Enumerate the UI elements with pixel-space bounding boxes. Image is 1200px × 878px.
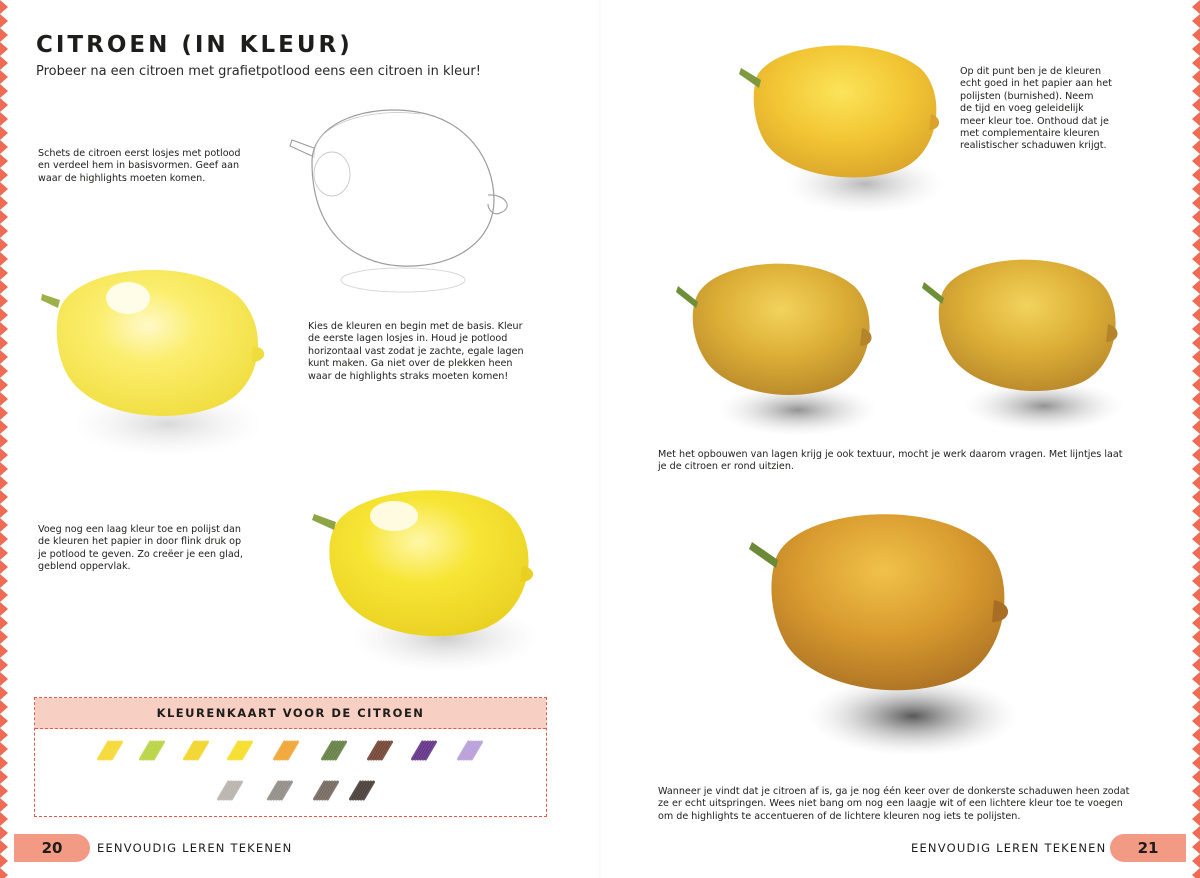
color-swatch-row2-1 [219,782,242,799]
color-swatch-row1-8 [413,742,436,759]
step4-caption: Op dit punt ben je de kleuren echt goed in het papier aan het polijsten (burnished). Neem de tijd en voeg geleidelijk meer kleur toe. Onthoud dat je met complementaire kleuren realistischer schaduwen krijgt. [960,66,1112,152]
page-gutter [599,0,601,878]
left-zigzag-edge [0,0,14,878]
color-swatch-row2-3 [315,782,338,799]
color-swatch-row1-3 [185,742,208,759]
lemon-burnished-illustration [735,36,950,221]
footer-left-text: EENVOUDIG LEREN TEKENEN [97,841,293,855]
color-swatch-row1-5 [275,742,298,759]
right-zigzag-edge [1186,0,1200,878]
step3-caption: Voeg nog een laag kleur toe en polijst dan de kleuren het papier in door flink druk op je potlood te geven. Zo creëer je een glad, geblend oppervlak. [38,524,243,573]
color-swatch-row1-6 [323,742,346,759]
color-swatch-row1-4 [229,742,252,759]
footer-right-text: EENVOUDIG LEREN TEKENEN [911,841,1107,855]
color-swatch-row1-1 [99,742,122,759]
color-chart [34,697,547,817]
step1-caption: Schets de citroen eerst losjes met potlood en verdeel hem in basisvormen. Geef aan waar de highlights moeten komen. [38,148,241,184]
step2-caption: Kies de kleuren en begin met de basis. Kleur de eerste lagen losjes in. Houd je potlood horizontaal vast zodat je zachte, egale lagen kunt maken. Ga niet over de plekken heen waar de highlights straks moeten komen! [308,321,524,382]
lemon-first-layer-illustration [38,256,268,466]
page-title: CITROEN (IN KLEUR) [36,32,353,58]
page-number-left: 20 [14,834,90,862]
color-swatch-row1-2 [141,742,164,759]
lemon-texture-illustration-2 [922,246,1132,436]
color-swatch-row2-4 [351,782,374,799]
step6-caption: Wanneer je vindt dat je citroen af is, ga je nog één keer over de donkerste schaduwen heen zodat ze er echt uitspringen. Wees niet bang om nog een laagje wit of een lichtere kleur toe te voegen om de highlights te accentueren of de lichtere kleuren nog iets te polijsten. [658,786,1130,822]
color-chart-heading: KLEURENKAART VOOR DE CITROEN [35,698,546,729]
page-subtitle: Probeer na een citroen met grafietpotlood eens een citroen in kleur! [36,64,481,79]
lemon-second-layer-illustration [310,478,540,688]
step5-caption: Met het opbouwen van lagen krijg je ook textuur, mocht je werk daarom vragen. Met lijntjes laat je de citroen er rond uitzien. [658,449,1123,473]
color-swatch-row2-2 [269,782,292,799]
color-swatch-row1-9 [459,742,482,759]
lemon-final-illustration [748,498,1028,768]
page-number-right: 21 [1110,834,1186,862]
color-swatch-row1-7 [369,742,392,759]
lemon-sketch-illustration [282,100,522,300]
lemon-texture-illustration-1 [676,250,886,440]
color-swatches [35,729,545,815]
